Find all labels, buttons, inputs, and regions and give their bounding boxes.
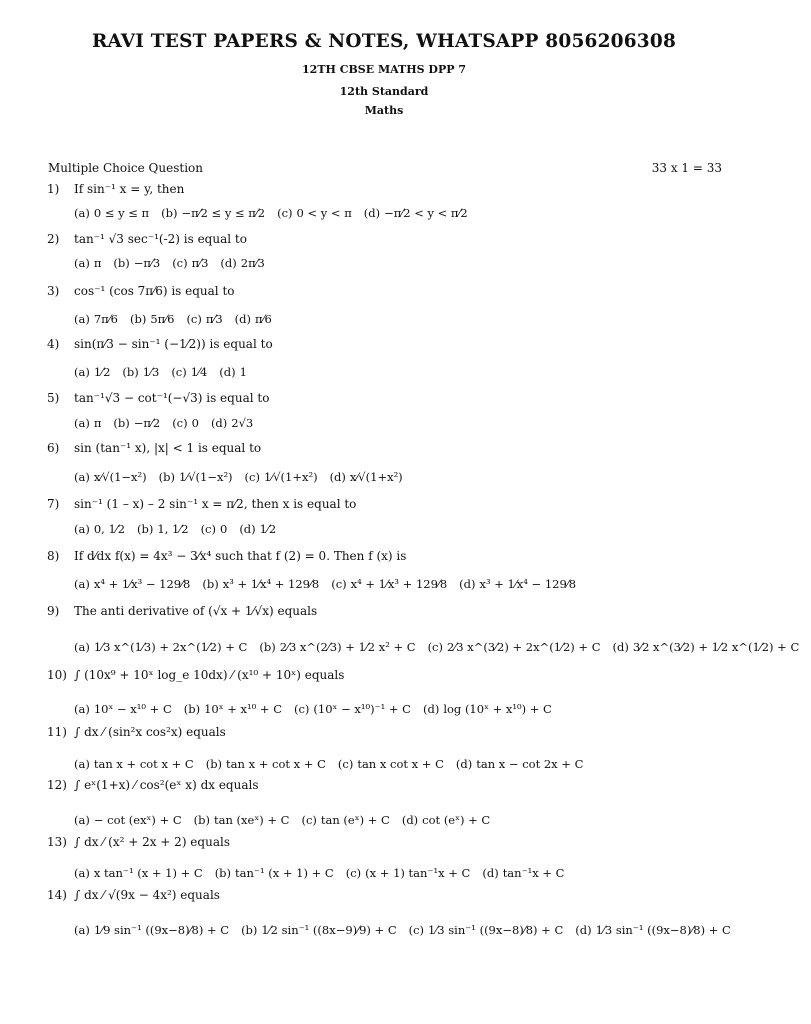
page-title: RAVI TEST PAPERS & NOTES, WHATSAPP 8056206308 — [91, 31, 677, 52]
option-value: cot (eˣ) + C — [422, 813, 491, 827]
question-text: If sin⁻¹ x = y, then — [74, 182, 185, 196]
option-value: 1⁄3 sin⁻¹ ((9x−8)⁄8) + C — [595, 923, 731, 937]
option-label: (b) — [214, 866, 232, 880]
option-label: (d) — [220, 256, 237, 270]
option-label: (d) — [401, 813, 419, 827]
option-label: (d) — [482, 866, 499, 880]
option-label: (c) — [345, 866, 362, 880]
section-marks: 33 x 1 = 33 — [651, 161, 722, 175]
option-label: (c) — [331, 577, 347, 591]
option-label: (d) — [459, 577, 476, 591]
option-label: (b) — [202, 577, 219, 591]
option-value: tan (xeˣ) + C — [214, 813, 290, 827]
option-value: 10ˣ + x¹⁰ + C — [204, 702, 282, 716]
option-label: (d) — [422, 702, 440, 716]
options-row — [74, 702, 564, 716]
option-value: −π⁄2 — [133, 416, 161, 430]
option-label: (c) — [186, 312, 202, 326]
option-value: 7π⁄6 — [93, 312, 118, 326]
option-value: 1⁄9 sin⁻¹ ((9x−8)⁄8) + C — [93, 923, 230, 937]
option-value: 1 — [239, 365, 247, 379]
option-value: 2⁄3 x^(2⁄3) + 1⁄2 x² + C — [279, 640, 416, 654]
option-label: (d) — [239, 522, 256, 536]
option-label: (a) — [74, 365, 90, 379]
option-value: x⁄√(1−x²) — [93, 470, 147, 484]
option-value: π — [93, 256, 102, 270]
option-value: tan x + cot x + C — [93, 757, 194, 771]
question-number: 2) — [47, 232, 60, 246]
paper-subtitle: 12TH CBSE MATHS DPP 7 — [302, 63, 466, 76]
option-value: 1⁄4 — [190, 365, 208, 379]
question-text: sin(π⁄3 − sin⁻¹ (−1⁄2)) is equal to — [74, 337, 273, 351]
question-text: sin (tan⁻¹ x), |x| < 1 is equal to — [74, 441, 262, 455]
option-label: (d) — [575, 923, 592, 937]
options-row — [74, 813, 502, 827]
option-value: tan⁻¹ (x + 1) + C — [235, 866, 334, 880]
option-label: (b) — [183, 702, 201, 716]
option-value: −π⁄3 — [133, 256, 161, 270]
option-label: (b) — [158, 470, 175, 484]
option-value: x³ + 1⁄x⁴ − 129⁄8 — [479, 577, 577, 591]
option-value: tan x − cot 2x + C — [476, 757, 584, 771]
options-row — [74, 640, 811, 654]
options-row — [74, 757, 595, 771]
option-value: −π⁄2 ≤ y ≤ π⁄2 — [181, 206, 266, 220]
option-label: (a) — [74, 640, 90, 654]
option-value: π⁄3 — [205, 312, 223, 326]
question-text: ∫ dx ⁄ √(9x − 4x²) equals — [74, 888, 220, 902]
option-label: (a) — [74, 813, 90, 827]
options-row — [74, 206, 480, 220]
question-number: 13) — [47, 835, 67, 849]
question-number: 1) — [47, 182, 60, 196]
question-number: 8) — [47, 549, 60, 563]
option-value: 10ˣ − x¹⁰ + C — [93, 702, 172, 716]
option-value: − cot (exˣ) + C — [93, 813, 182, 827]
option-label: (b) — [113, 416, 130, 430]
option-label: (b) — [137, 522, 154, 536]
option-label: (d) — [234, 312, 251, 326]
option-value: 1⁄2 — [93, 365, 111, 379]
options-row — [74, 256, 277, 270]
option-value: x⁴ + 1⁄x³ − 129⁄8 — [93, 577, 191, 591]
option-value: x³ + 1⁄x⁴ + 129⁄8 — [222, 577, 320, 591]
option-label: (d) — [455, 757, 473, 771]
question-text: ∫ dx ⁄ (sin²x cos²x) equals — [74, 725, 226, 739]
option-label: (c) — [294, 702, 310, 716]
option-value: tan⁻¹x + C — [502, 866, 565, 880]
option-label: (b) — [129, 312, 147, 326]
options-row — [74, 866, 576, 880]
option-value: x⁴ + 1⁄x³ + 129⁄8 — [350, 577, 448, 591]
option-label: (b) — [259, 640, 276, 654]
question-number: 14) — [47, 888, 67, 902]
option-value: 1, 1⁄2 — [157, 522, 189, 536]
option-label: (a) — [74, 866, 90, 880]
option-value: (x + 1) tan⁻¹x + C — [365, 866, 471, 880]
option-label: (c) — [172, 256, 188, 270]
option-value: 1⁄3 x^(1⁄3) + 2x^(1⁄2) + C — [93, 640, 248, 654]
option-label: (c) — [301, 813, 317, 827]
option-value: π⁄3 — [191, 256, 209, 270]
option-value: π — [93, 416, 102, 430]
question-number: 6) — [47, 441, 60, 455]
option-label: (b) — [205, 757, 223, 771]
option-value: 1⁄3 — [142, 365, 160, 379]
option-value: 0 < y < π — [296, 206, 352, 220]
standard-label: 12th Standard — [339, 85, 429, 98]
option-value: 2√3 — [231, 416, 254, 430]
option-value: 1⁄2 sin⁻¹ ((8x−9)⁄9) + C — [261, 923, 397, 937]
question-text: tan⁻¹√3 − cot⁻¹(−√3) is equal to — [74, 391, 270, 405]
option-label: (c) — [427, 640, 443, 654]
option-label: (c) — [171, 365, 187, 379]
option-value: x⁄√(1+x²) — [349, 470, 403, 484]
option-value: tan x cot x + C — [357, 757, 444, 771]
option-label: (a) — [74, 757, 90, 771]
option-value: 3⁄2 x^(3⁄2) + 1⁄2 x^(1⁄2) + C — [632, 640, 800, 654]
option-label: (b) — [161, 206, 178, 220]
question-number: 7) — [47, 497, 60, 511]
question-text: tan⁻¹ √3 sec⁻¹(-2) is equal to — [74, 232, 247, 246]
options-row — [74, 577, 588, 591]
option-label: (c) — [408, 923, 425, 937]
question-number: 9) — [47, 604, 60, 618]
question-number: 10) — [47, 668, 67, 682]
option-label: (a) — [74, 702, 90, 716]
question-number: 5) — [47, 391, 60, 405]
question-text: ∫ eˣ(1+x) ⁄ cos²(eˣ x) dx equals — [74, 778, 259, 792]
question-number: 11) — [47, 725, 67, 739]
option-label: (a) — [74, 206, 90, 220]
question-number: 12) — [47, 778, 67, 792]
option-value: −π⁄2 < y < π⁄2 — [384, 206, 468, 220]
option-label: (a) — [74, 416, 90, 430]
option-label: (b) — [122, 365, 139, 379]
option-label: (d) — [363, 206, 381, 220]
option-value: 1⁄3 sin⁻¹ ((9x−8)⁄8) + C — [428, 923, 564, 937]
section-header — [48, 161, 722, 175]
option-value: π⁄6 — [255, 312, 272, 326]
options-row — [74, 312, 284, 326]
option-label: (b) — [193, 813, 211, 827]
option-value: (10ˣ − x¹⁰)⁻¹ + C — [313, 702, 411, 716]
option-label: (a) — [74, 522, 90, 536]
option-value: 1⁄2 — [259, 522, 277, 536]
option-label: (a) — [74, 470, 90, 484]
option-label: (a) — [74, 923, 90, 937]
option-label: (b) — [113, 256, 130, 270]
option-value: 0 — [219, 522, 228, 536]
option-label: (c) — [277, 206, 293, 220]
option-value: 0 — [191, 416, 199, 430]
option-label: (d) — [612, 640, 629, 654]
option-label: (d) — [329, 470, 346, 484]
question-number: 4) — [47, 337, 60, 351]
option-value: tan (eˣ) + C — [320, 813, 390, 827]
options-row — [74, 416, 265, 430]
option-value: log (10ˣ + x¹⁰) + C — [443, 702, 552, 716]
option-value: 2⁄3 x^(3⁄2) + 2x^(1⁄2) + C — [446, 640, 601, 654]
option-label: (a) — [74, 312, 90, 326]
subject-label: Maths — [364, 104, 404, 117]
question-text: ∫ dx ⁄ (x² + 2x + 2) equals — [74, 835, 230, 849]
question-text: ∫ (10x⁹ + 10ˣ log_e 10dx) ⁄ (x¹⁰ + 10ˣ) equals — [74, 668, 345, 682]
question-text: cos⁻¹ (cos 7π⁄6) is equal to — [74, 284, 235, 298]
option-label: (c) — [244, 470, 260, 484]
option-value: 5π⁄6 — [150, 312, 175, 326]
question-text: sin⁻¹ (1 – x) – 2 sin⁻¹ x = π⁄2, then x is equal to — [74, 497, 357, 511]
option-value: 2π⁄3 — [240, 256, 265, 270]
option-label: (c) — [200, 522, 216, 536]
option-label: (d) — [210, 416, 228, 430]
option-label: (a) — [74, 256, 90, 270]
question-text: If d⁄dx f(x) = 4x³ − 3⁄x⁴ such that f (2) = 0. Then f (x) is — [74, 549, 407, 563]
options-row — [74, 522, 288, 536]
options-row — [74, 365, 259, 379]
option-value: tan x + cot x + C — [226, 757, 326, 771]
option-label: (b) — [241, 923, 258, 937]
question-number: 3) — [47, 284, 60, 298]
option-value: 1⁄√(1−x²) — [178, 470, 233, 484]
option-label: (c) — [337, 757, 354, 771]
option-label: (a) — [74, 577, 90, 591]
option-label: (d) — [219, 365, 236, 379]
option-value: 1⁄√(1+x²) — [263, 470, 318, 484]
option-label: (c) — [172, 416, 188, 430]
question-text: The anti derivative of (√x + 1⁄√x) equals — [74, 604, 318, 618]
section-label: Multiple Choice Question — [48, 161, 203, 175]
option-value: x tan⁻¹ (x + 1) + C — [93, 866, 203, 880]
option-value: 0 ≤ y ≤ π — [93, 206, 150, 220]
options-row — [74, 923, 743, 937]
options-row — [74, 470, 415, 484]
option-value: 0, 1⁄2 — [93, 522, 126, 536]
